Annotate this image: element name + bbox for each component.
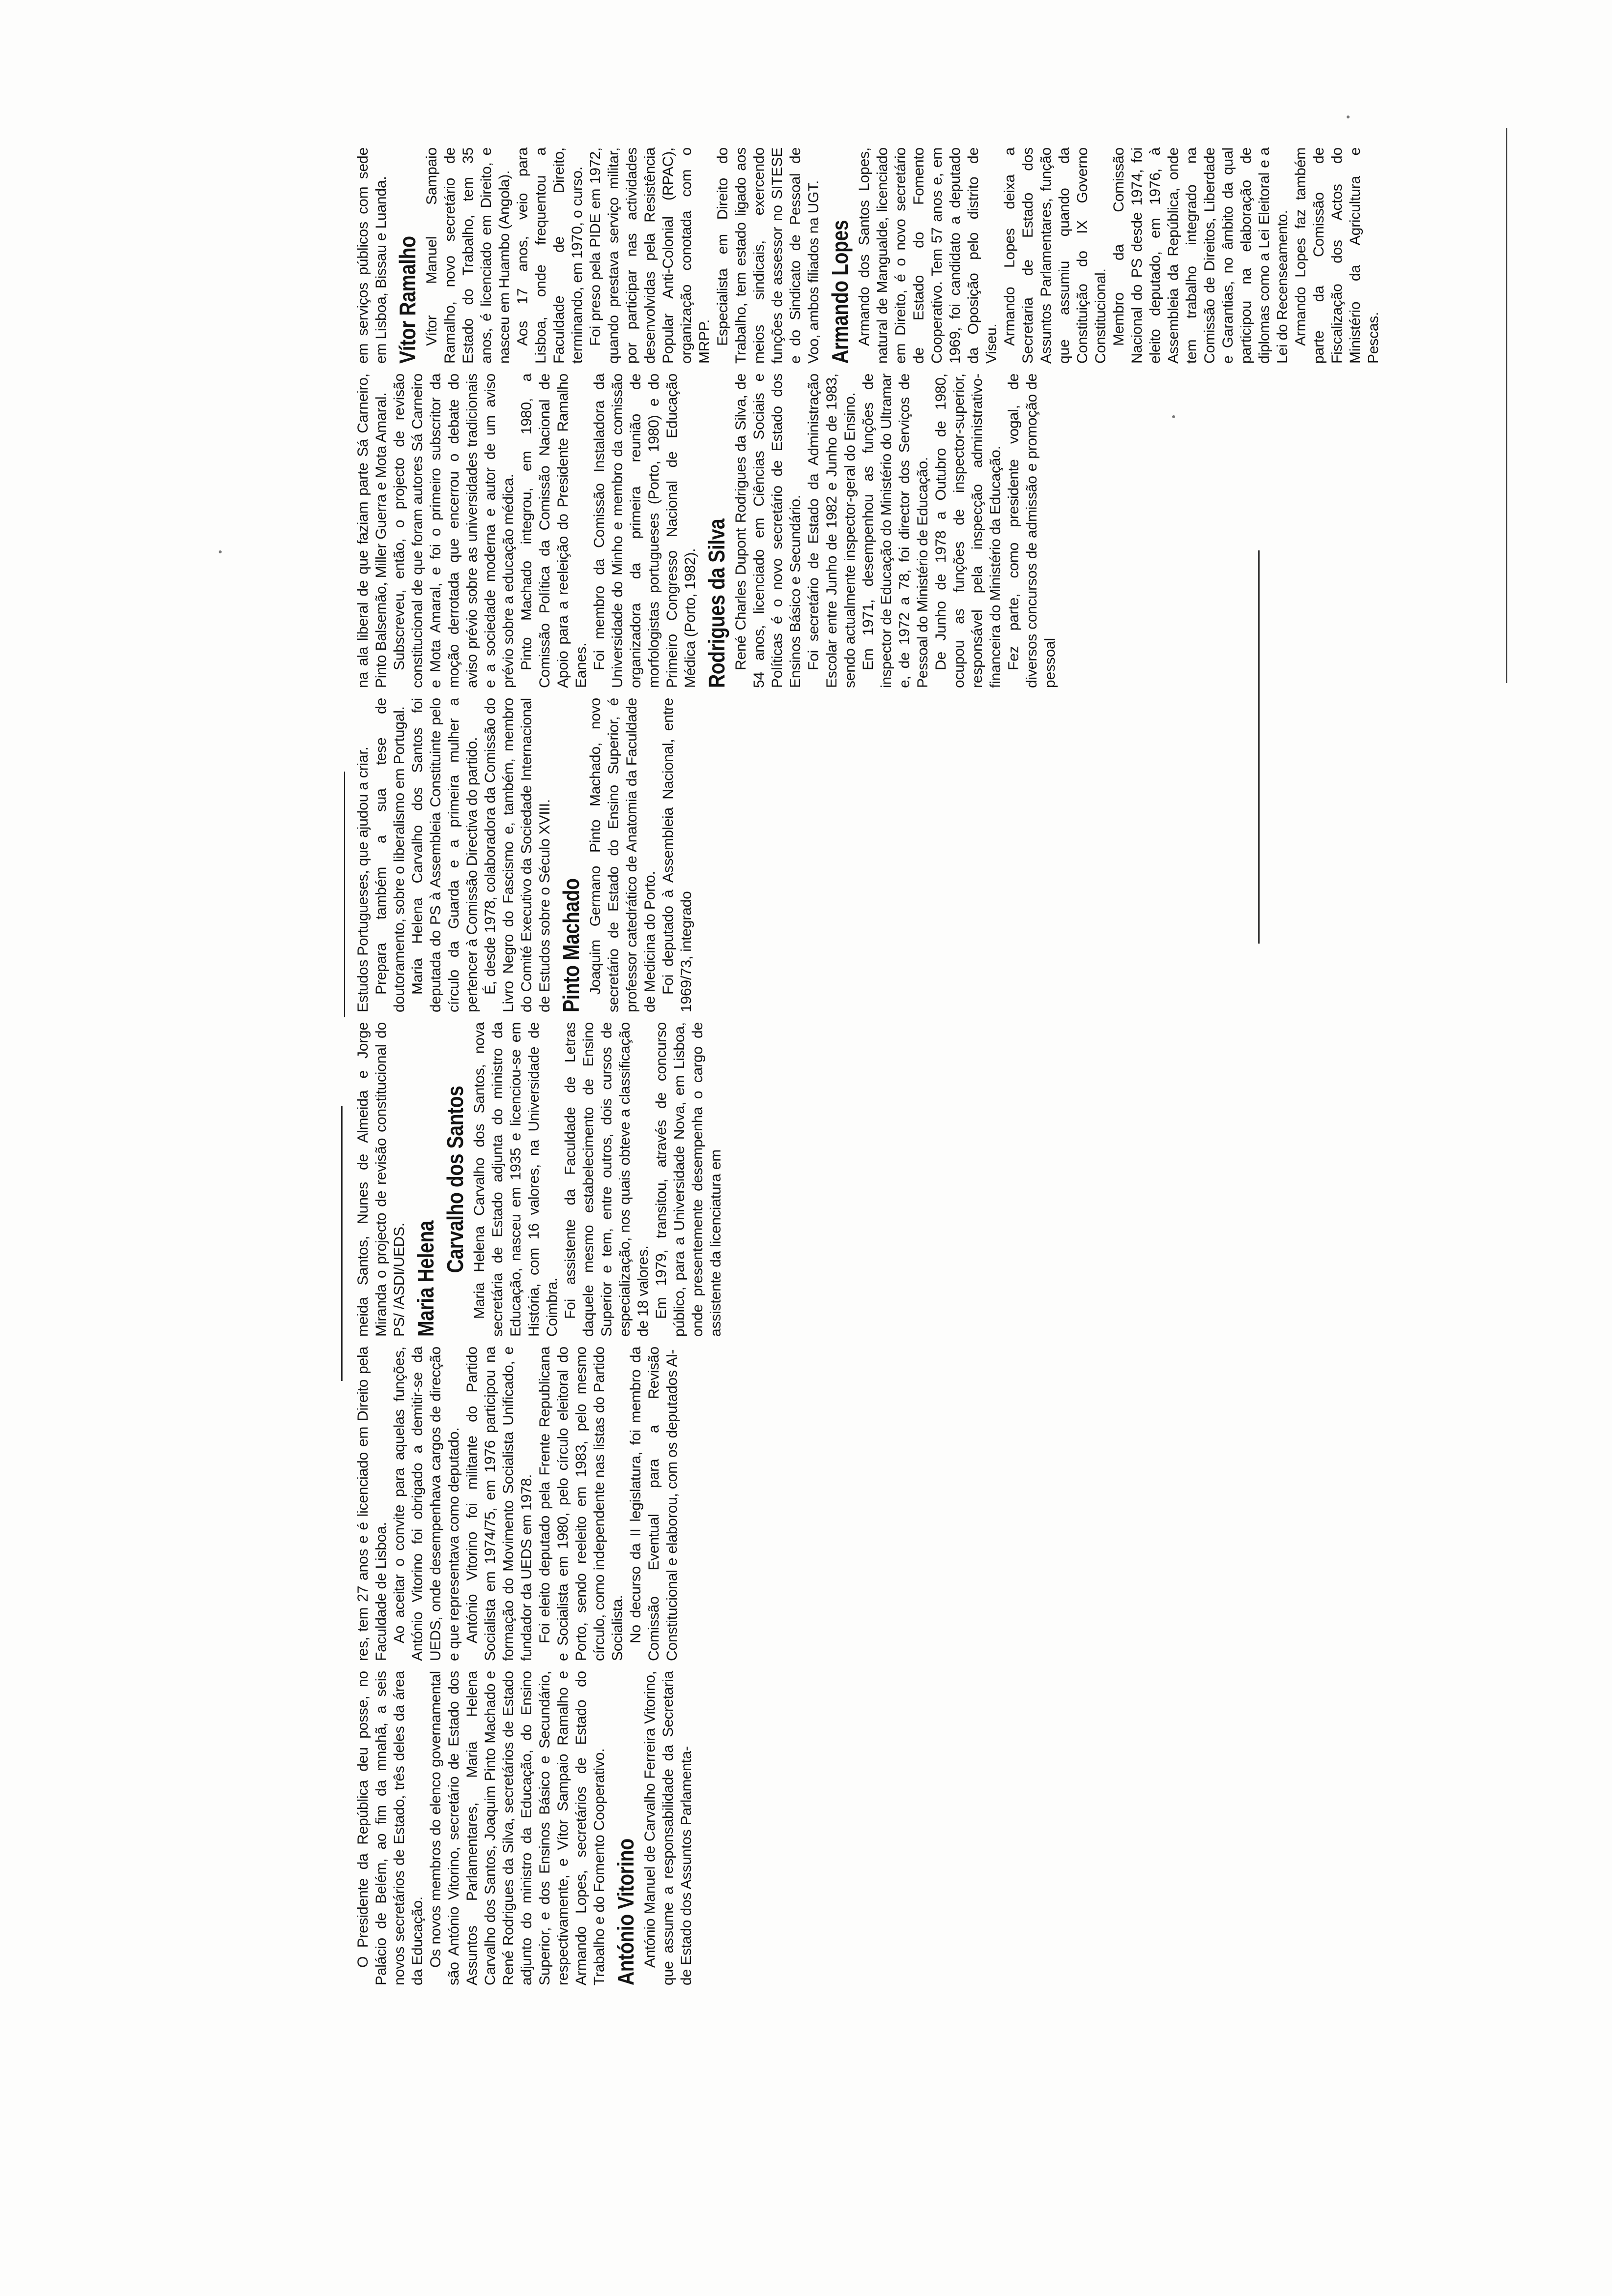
article-paragraph: Foi membro da Comissão Instaladora da Universidade do Minho e membro da comissão organizadora da primeira reunião de morfologistas portugueses (Porto, 1980) e do Primeiro Congresso Nacional de Educação Médica (Porto, 1982). xyxy=(591,373,698,688)
article-paragraph: res, tem 27 anos e é licenciado em Direito pela Faculdade de Lisboa. xyxy=(355,1347,389,1661)
scan-speck xyxy=(219,550,222,553)
rotated-article xyxy=(324,138,1484,2005)
section-heading: Maria Helena xyxy=(413,1220,438,1337)
article-column-3 xyxy=(354,1022,725,1337)
column-rule xyxy=(1258,550,1260,944)
article-paragraph: Vítor Manuel Sampaio Ramalho, novo secretário de Estado do Trabalho, tem 35 anos, é licenciado em Direito, e nasceu em Huambo (Angola). xyxy=(424,147,513,364)
article-paragraph: Armando Lopes deixa a Secretaria de Estado dos Assuntos Parlamentares, função que assumiu quando da Constituição do IX Governo Constitucional. xyxy=(1002,147,1109,364)
article-column-6 xyxy=(354,147,1382,364)
article-paragraph: Aos 17 anos, veio para Lisboa, onde frequentou a Faculdade de Direito, terminando, em 1970, o curso. xyxy=(515,147,585,364)
top-rule xyxy=(341,1106,343,1381)
article-paragraph: Foi eleito deputado pela Frente Republicana e Socialista em 1980, pelo círculo eleitoral do Porto, sendo reeleito em 1983, pelo mesmo círculo, como independente nas listas do Partido Socialista. xyxy=(537,1347,626,1661)
article-paragraph: na ala liberal de que faziam parte Sá Carneiro, Pinto Balsemão, Miller Guerra e Mota Amaral. xyxy=(355,373,389,688)
article-paragraph: meida Santos, Nunes de Almeida e Jorge Miranda o projecto de revisão constitucional do PS/ /ASDI/UEDS. xyxy=(355,1022,407,1337)
article-paragraph: É, desde 1978, colaboradora da Comissão do Livro Negro do Fascismo e, também, membro do Comité Executivo da Sociedade Internacional de Estudos sobre o Século XVIII. xyxy=(482,698,553,1012)
scan-speck xyxy=(1347,115,1350,118)
article-paragraph: Em 1979, transitou, através de concurso público, para a Universidade Nova, em Lisboa, onde presentemente desempenha o cargo de assistente da licenciatura em xyxy=(653,1022,724,1337)
article-paragraph: Subscreveu, então, o projecto de revisão constitucional de que foram autores Sá Carneiro e Mota Amaral, e foi o primeiro subscritor da moção derrotada que encerrou o debate do aviso prévio sobre as universidades tradicionais e a sociedade moderna e autor de um aviso prévio sobre a educação médica. xyxy=(391,373,517,688)
article-paragraph: António Vitorino foi militante do Partido Socialista em 1974/75, em 1976 participou na formação do Movimento Socialista Unificado, e fundador da UEDS em 1978. xyxy=(464,1347,535,1661)
article-paragraph: Fez parte, como presidente vogal, de diversos concursos de admissão e promoção de pessoal xyxy=(1006,373,1058,688)
article-paragraph: O Presidente da República deu posse, no Palácio de Belém, ao fim da mnahã, a seis novos secretários de Estado, três deles da área da Educação. xyxy=(355,1671,426,1985)
article-paragraph: Ao aceitar o convite para aquelas funções, António Vitorino foi obrigado a demitir-se da UEDS, onde desempenhava cargos de direcção e que representava como deputado. xyxy=(391,1347,462,1661)
article-paragraph: De Junho de 1978 a Outubro de 1980, ocupou as funções de inspector-superior, responsável pela inspecção administrativo-financeira do Ministério da Educação. xyxy=(933,373,1004,688)
article-columns xyxy=(324,138,1484,2005)
section-heading: Pinto Machado xyxy=(558,878,584,1012)
article-column-2 xyxy=(354,1347,681,1661)
article-column-1 xyxy=(354,1671,695,1985)
section-heading: António Vitorino xyxy=(613,1838,638,1985)
article-paragraph: Membro da Comissão Nacional do PS desde 1974, foi eleito deputado, em 1976, à Assembleia da República, onde tem trabalho integrado na Comissão de Direitos, Liberdade e Garantias, no âmbito da qual participou na elaboração de diplomas como a Lei Eleitoral e a Lei do Recenseamento. xyxy=(1111,147,1291,364)
article-paragraph: No decurso da II legislatura, foi membro da Comissão Eventual para a Revisão Constitucional e elaborou, com os deputados Al- xyxy=(628,1347,680,1661)
article-paragraph: António Manuel de Carvalho Ferreira Vitorino, que assume a responsabilidade da Secretaria de Estado dos Assuntos Parlamenta- xyxy=(642,1671,694,1985)
article-paragraph: Foi secretário de Estado da Administração Escolar entre Junho de 1982 e Junho de 1983, sendo actualmente inspector-geral do Ensino. xyxy=(806,373,858,688)
right-border-rule xyxy=(1506,128,1507,683)
article-paragraph: Os novos membros do elenco governamental são António Vitorino, secretário de Estado dos Assuntos Parlamentares, Maria Helena Carvalho dos Santos, Joaquim Pinto Machado e René Rodrigues da Silva, secretários de Estado adjunto do ministro da Educação, do Ensino Superior, e dos Ensinos Básico e Secundário, respectivamente, e Vítor Sampaio Ramalho e Armando Lopes, secretários de Estado do Trabalho e do Fomento Cooperativo. xyxy=(428,1671,607,1985)
article-paragraph: Pinto Machado integrou, em 1980, a Comissão Política da Comissão Nacional de Apoio para a reeleição do Presidente Ramalho Eanes. xyxy=(518,373,589,688)
article-paragraph: Especialista em Direito do Trabalho, tem estado ligado aos meios sindicais, exercendo funções de assessor no SITESE e do Sindicato de Pessoal de Voo, ambos filiados na UGT. xyxy=(715,147,822,364)
article-column-4 xyxy=(354,698,695,1012)
article-paragraph: Maria Helena Carvalho dos Santos, nova secretária de Estado adjunta do ministro da Educação, nasceu em 1935 e licenciou-se em História, com 16 valores, na Universidade de Coimbra. xyxy=(471,1022,560,1337)
section-heading: Carvalho dos Santos xyxy=(442,1086,468,1273)
article-paragraph: Em 1971, desempenhou as funções de inspector de Educação do Ministério do Ultramar e, de 1972 a 78, foi director dos Serviços de Pessoal do Ministério de Educação. xyxy=(860,373,931,688)
article-paragraph: Estudos Portugueses, que ajudou a criar. xyxy=(355,746,371,1012)
scan-speck xyxy=(1172,415,1175,418)
article-paragraph: Foi deputado à Assembleia Nacional, entre 1969/73, integrado xyxy=(660,698,694,1012)
section-heading: Vítor Ramalho xyxy=(395,236,420,364)
section-heading: Armando Lopes xyxy=(827,220,853,364)
article-paragraph: em serviços públicos com sede em Lisboa, Bissau e Luanda. xyxy=(355,147,389,364)
section-heading: Rodrigues da Silva xyxy=(704,518,729,688)
article-paragraph: Foi assistente da Faculdade de Letras daquele mesmo estabelecimento de Ensino Superior e tem, entre outros, dois cursos de especialização, nos quais obteve a classificação de 18 valores. xyxy=(562,1022,651,1337)
article-paragraph: René Charles Dupont Rodrigues da Silva, de 54 anos, licenciado em Ciências Sociais e Políticas é o novo secretário de Estado dos Ensinos Básico e Secundário. xyxy=(733,373,804,688)
article-paragraph: Joaquim Germano Pinto Machado, novo secretário de Estado do Ensino Superior, é professor catedrático de Anatomia da Faculdade de Medicina do Porto. xyxy=(587,698,658,1012)
article-paragraph: Armando Lopes faz também parte da Comissão de Fiscalização dos Actos do Ministério da Agricultura e Pescas. xyxy=(1293,147,1382,364)
top-rule xyxy=(344,772,345,1017)
article-column-5 xyxy=(354,373,1059,688)
article-paragraph: Maria Helena Carvalho dos Santos foi deputada do PS à Assembleia Constituinte pelo círculo da Guarda e a primeira mulher a pertencer à Comissão Directiva do partido. xyxy=(409,698,480,1012)
article-paragraph: Prepara também a sua tese de doutoramento, sobre o liberalismo em Portugal. xyxy=(373,698,407,1012)
article-paragraph: Foi preso pela PIDE em 1972, quando prestava serviço militar, por participar nas actividades desenvolvidas pela Resistência Popular Anti-Colonial (RPAC), organização conotada com o MRPP. xyxy=(587,147,713,364)
article-paragraph: Armando dos Santos Lopes, natural de Mangualde, licenciado em Direito, é o novo secretário de Estado do Fomento Cooperativo. Tem 57 anos e, em 1969, foi candidato a deputado da Oposição pelo distrito de Viseu. xyxy=(856,147,1000,364)
